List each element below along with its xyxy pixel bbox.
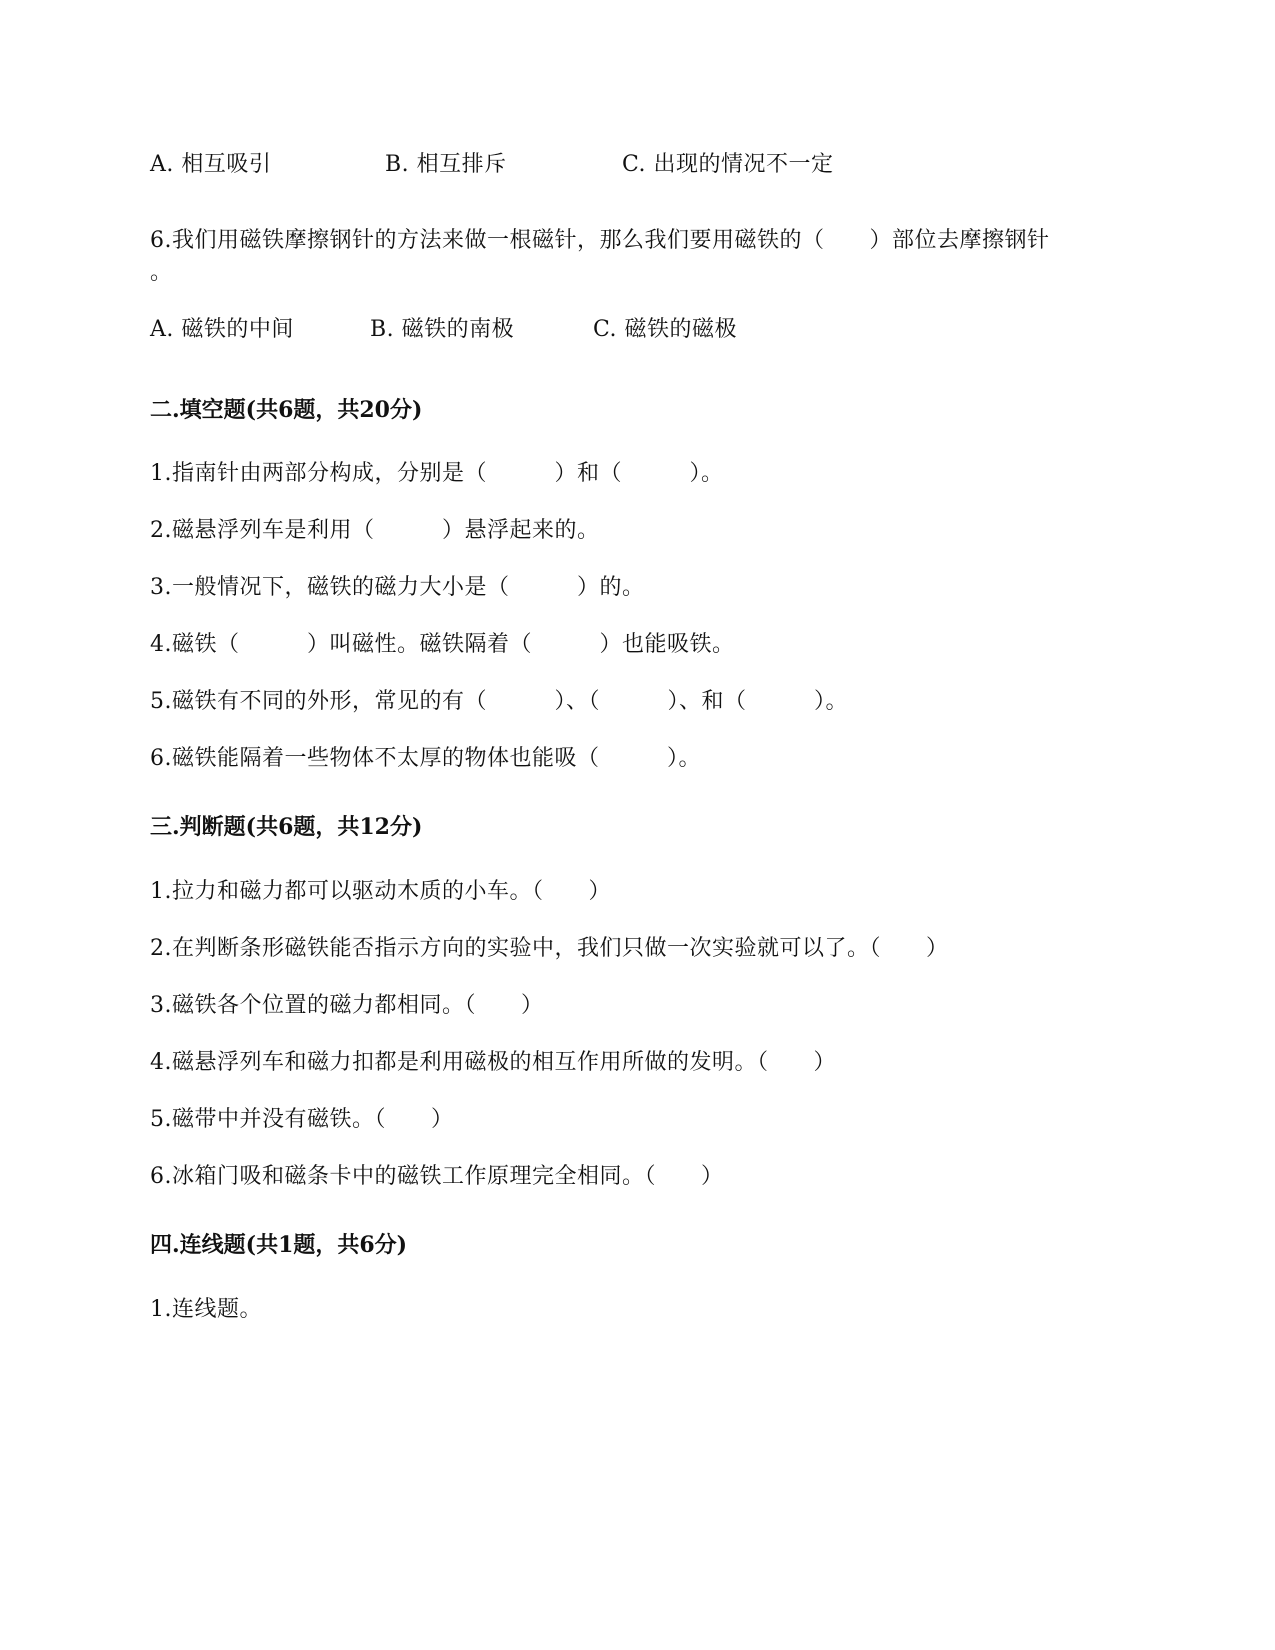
q6-text-line2: 。 [150,260,173,285]
section2-title: 二.填空题(共6题，共20分) [150,397,423,423]
section2-item: 1.指南针由两部分构成，分别是（ ）和（ ）。 [150,461,724,486]
section2-item: 4.磁铁（ ）叫磁性。磁铁隔着（ ）也能吸铁。 [150,632,735,657]
q6-option-b: B. 磁铁的南极 [370,317,515,342]
section3-item: 6.冰箱门吸和磁条卡中的磁铁工作原理完全相同。（ ） [150,1164,724,1189]
q5-option-a: A. 相互吸引 [150,152,272,177]
section2-item: 2.磁悬浮列车是利用（ ）悬浮起来的。 [150,518,600,543]
section2-item: 3.一般情况下，磁铁的磁力大小是（ ）的。 [150,575,645,600]
section3-item: 3.磁铁各个位置的磁力都相同。（ ） [150,993,544,1018]
section2-item: 6.磁铁能隔着一些物体不太厚的物体也能吸（ ）。 [150,746,701,771]
section3-item: 4.磁悬浮列车和磁力扣都是利用磁极的相互作用所做的发明。（ ） [150,1050,836,1075]
section2-item: 5.磁铁有不同的外形，常见的有（ ）、（ ）、和（ ）。 [150,689,848,714]
section4-title: 四.连线题(共1题，共6分) [150,1232,408,1258]
q6-option-a: A. 磁铁的中间 [150,317,294,342]
q5-option-b: B. 相互排斥 [385,152,507,177]
section3-title: 三.判断题(共6题，共12分) [150,814,423,840]
section3-item: 1.拉力和磁力都可以驱动木质的小车。（ ） [150,879,611,904]
q6-option-c: C. 磁铁的磁极 [593,317,738,342]
q6-text-line1: 6.我们用磁铁摩擦钢针的方法来做一根磁针，那么我们要用磁铁的（ ）部位去摩擦钢针 [150,228,1050,253]
section3-item: 2.在判断条形磁铁能否指示方向的实验中，我们只做一次实验就可以了。（ ） [150,936,949,961]
q5-option-c: C. 出现的情况不一定 [622,152,834,177]
section4-item: 1.连线题。 [150,1297,262,1322]
section3-item: 5.磁带中并没有磁铁。（ ） [150,1107,454,1132]
